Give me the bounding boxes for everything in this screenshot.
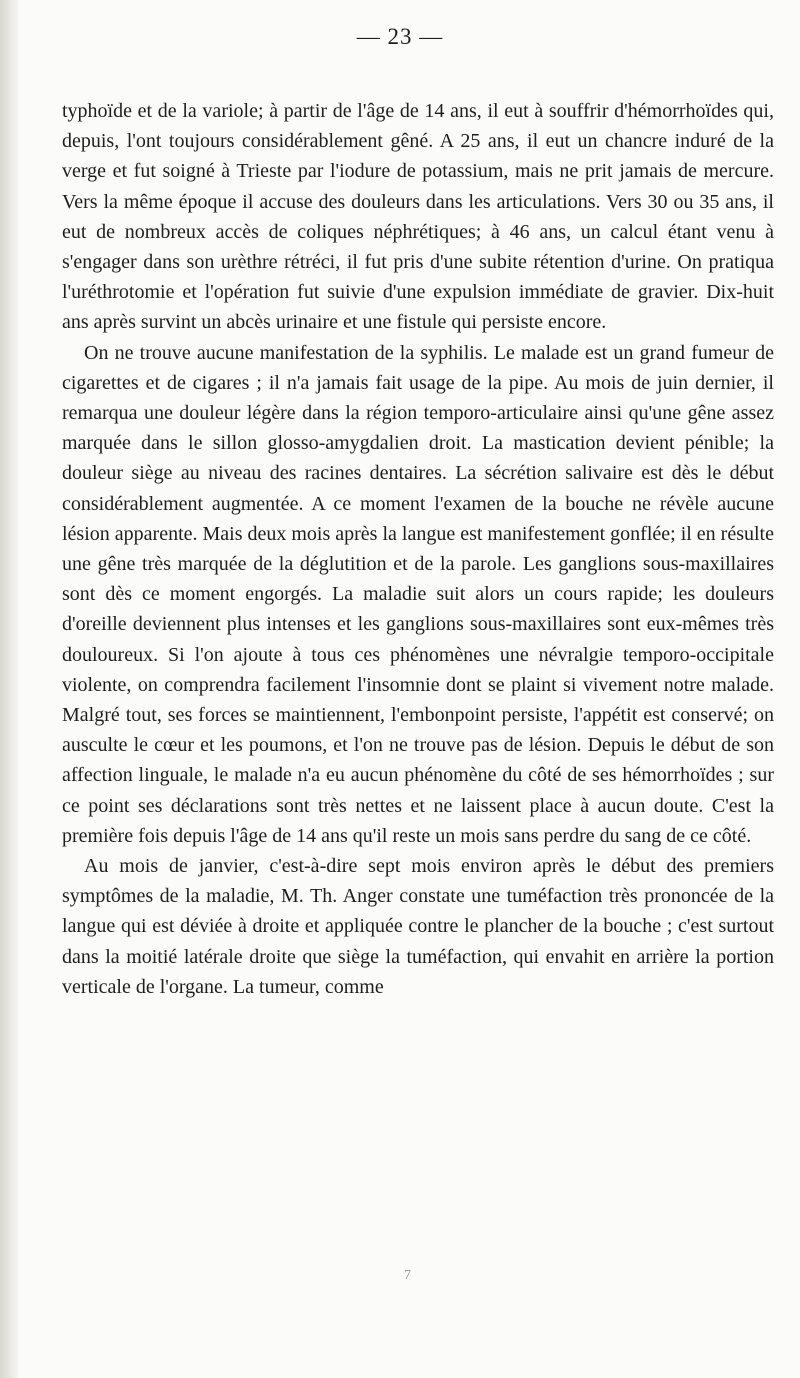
- paragraph-3: Au mois de janvier, c'est-à-dire sept mois environ après le début des premiers symptômes de la maladie, M. Th. Anger constate une tuméfaction très prononcée de la langue qui est déviée à droite et appliquée contre le plancher de la bouche ; c'est surtout dans la moitié latérale droite que siège la tuméfaction, qui envahit en arrière la portion verticale de l'organe. La tumeur, comme: [62, 855, 774, 998]
- footer-mark: 7: [404, 1268, 411, 1283]
- body-text: [62, 96, 774, 1002]
- binding-gutter: [0, 0, 18, 1378]
- paragraph-1: typhoïde et de la variole; à partir de l'âge de 14 ans, il eut à souffrir d'hémorrhoïdes qui, depuis, l'ont toujours considérablement gêné. A 25 ans, il eut un chancre induré de la verge et fut soigné à Trieste par l'iodure de potassium, mais ne prit jamais de mercure. Vers la même époque il accuse des douleurs dans les articulations. Vers 30 ou 35 ans, il eut de nombreux accès de coliques néphrétiques; à 46 ans, un calcul étant venu à s'engager dans son urèthre rétréci, il fut pris d'une subite rétention d'urine. On pratiqua l'uréthrotomie et l'opération fut suivie d'une expulsion immédiate de gravier. Dix-huit ans après survint un abcès urinaire et une fistule qui persiste encore.: [62, 100, 774, 334]
- paragraph-2: On ne trouve aucune manifestation de la syphilis. Le malade est un grand fumeur de cigarettes et de cigares ; il n'a jamais fait usage de la pipe. Au mois de juin dernier, il remarqua une douleur légère dans la région temporo-articulaire ainsi qu'une gêne assez marquée dans le sillon glosso-amygdalien droit. La mastication devient pénible; la douleur siège au niveau des racines dentaires. La sécrétion salivaire est dès le début considérablement augmentée. A ce moment l'examen de la bouche ne révèle aucune lésion apparente. Mais deux mois après la langue est manifestement gonflée; il en résulte une gêne très marquée de la déglutition et de la parole. Les ganglions sous-maxillaires sont dès ce moment engorgés. La maladie suit alors un cours rapide; les douleurs d'oreille deviennent plus intenses et les ganglions sous-maxillaires sont eux-mêmes très douloureux. Si l'on ajoute à tous ces phénomènes une névralgie temporo-occipitale violente, on comprendra facilement l'insomnie dont se plaint si vivement notre malade. Malgré tout, ses forces se maintiennent, l'embonpoint persiste, l'appétit est conservé; on ausculte le cœur et les poumons, et l'on ne trouve pas de lésion. Depuis le début de son affection linguale, le malade n'a eu aucun phénomène du côté de ses hémorrhoïdes ; sur ce point ses déclarations sont très nettes et ne laissent place à aucun doute. C'est la première fois depuis l'âge de 14 ans qu'il reste un mois sans perdre du sang de ce côté.: [62, 341, 774, 847]
- page-number: — 23 —: [356, 24, 444, 49]
